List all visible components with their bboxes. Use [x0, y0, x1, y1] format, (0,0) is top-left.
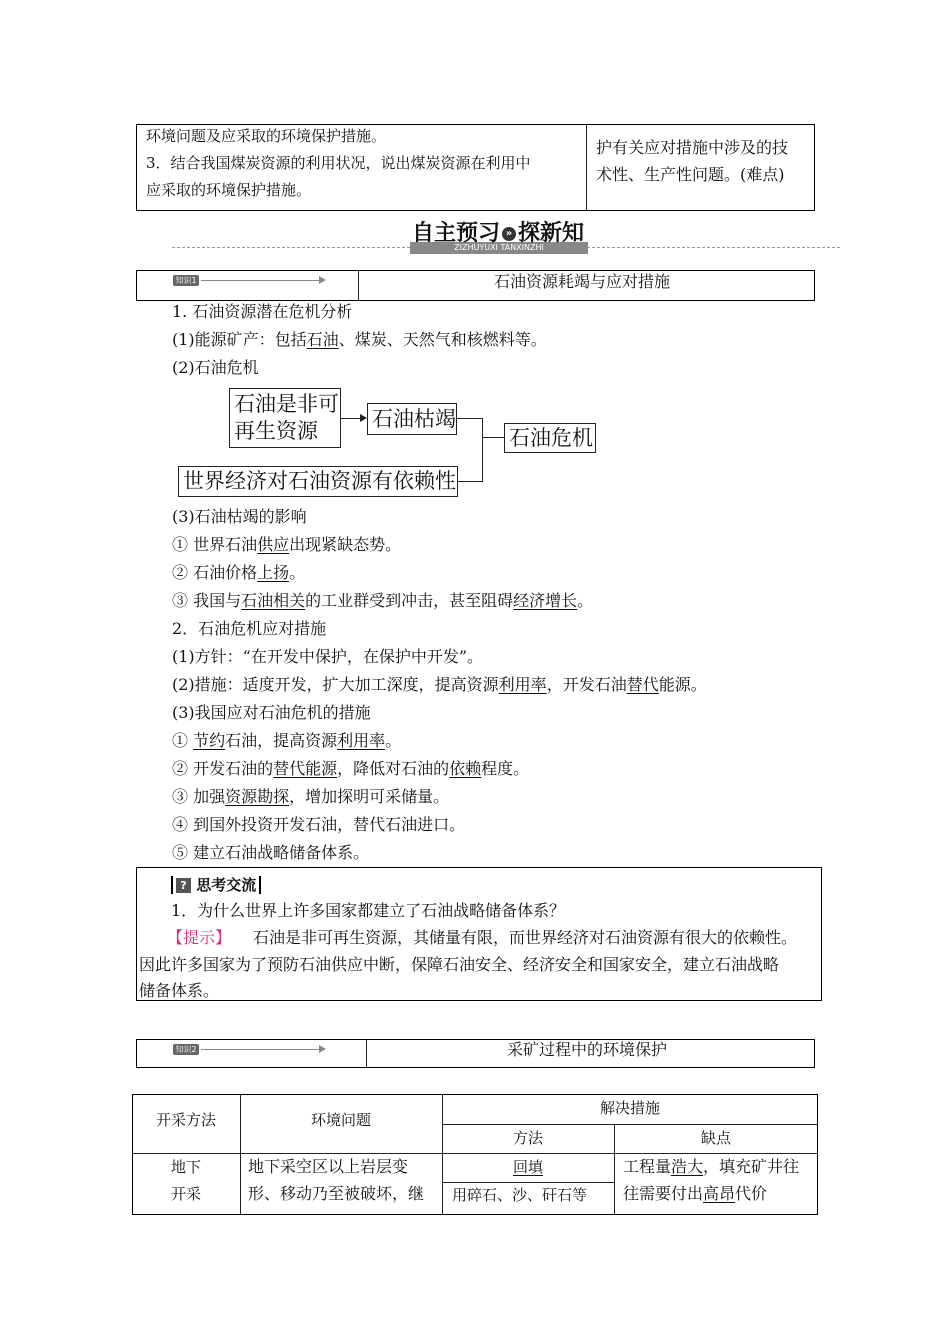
knowledge2-bar [136, 1039, 815, 1068]
table-header-way: 方法 [512, 1129, 543, 1147]
knowledge1-arrow-line [201, 280, 321, 281]
header-pinyin-band: ZIZHUYUXI TANXINZHI [410, 242, 588, 254]
header-title [412, 216, 584, 247]
top-left-line-2: 3．结合我国煤炭资源的利用状况，说出煤炭资源在利用中 [146, 154, 531, 172]
diagram-box-crisis: 石油危机 [504, 423, 596, 453]
p4-measure-2: ② 开发石油的替代能源，降低对石油的依赖程度。 [172, 759, 530, 778]
top-table-divider [586, 124, 587, 211]
diagram-box-nonrenewable: 石油是非可 再生资源 [229, 388, 341, 448]
table-cell-problem-2: 形、移动乃至被破坏，继 [248, 1184, 425, 1203]
think-answer-1: 【提示】 石油是非可再生资源，其储量有限，而世界经济对石油资源有很大的依赖性。 [167, 928, 798, 947]
think-question: 1．为什么世界上许多国家都建立了石油战略储备体系？ [171, 901, 566, 920]
p1-item-a: (1)能源矿产：包括石油、煤炭、天然气和核燃料等。 [172, 330, 547, 349]
table-cell-defect-2: 往需要付出高昂代价 [623, 1184, 768, 1203]
p3-item-1: ① 世界石油供应出现紧缺态势。 [172, 535, 402, 554]
hint-label: 【提示】 [167, 928, 232, 947]
p1-item-b: (2)石油危机 [172, 358, 259, 377]
p4-measure-3: ③ 加强资源勘探，增加探明可采储量。 [172, 787, 450, 806]
p4-measure-5: ⑤ 建立石油战略储备体系。 [172, 843, 370, 862]
table-cell-defect-1: 工程量浩大，填充矿井往 [623, 1157, 800, 1176]
knowledge1-title: 石油资源耗竭与应对措施 [494, 272, 671, 291]
think-answer-2: 因此许多国家为了预防石油供应中断，保障石油安全、经济安全和国家安全，建立石油战略 [139, 955, 780, 974]
p3-heading: (3)石油枯竭的影响 [172, 507, 307, 526]
diagram-connector-bottom [457, 481, 482, 482]
table-cell-method-1: 地下 [170, 1158, 201, 1176]
p4-measure-4: ④ 到国外投资开发石油，替代石油进口。 [172, 815, 466, 834]
top-right-line-1: 护有关应对措施中涉及的技 [596, 138, 789, 157]
table-cell-problem-1: 地下采空区以上岩层变 [248, 1157, 409, 1176]
p4-item-c: (3)我国应对石油危机的措施 [172, 703, 371, 722]
p3-item-2: ② 石油价格上扬。 [172, 563, 306, 582]
table-header-problem: 环境问题 [310, 1111, 371, 1129]
think-answer-3: 储备体系。 [139, 981, 220, 1000]
knowledge2-arrow-line [201, 1049, 321, 1050]
chevron-right-icon: » [502, 227, 516, 241]
header-title-part2: 探新知 [518, 221, 585, 246]
diagram-box-depletion: 石油枯竭 [367, 403, 457, 435]
diagram-connector-mid [482, 437, 504, 438]
p4-item-b: (2)措施：适度开发，扩大加工深度，提高资源利用率，开发石油替代能源。 [172, 675, 707, 694]
diagram-connector-top [457, 418, 482, 419]
section-header [172, 214, 840, 254]
arrow-right-icon [319, 1045, 326, 1053]
table-cell-method-2: 开采 [170, 1185, 201, 1203]
knowledge2-title: 采矿过程中的环境保护 [507, 1040, 668, 1059]
table-header-defect: 缺点 [700, 1129, 731, 1147]
knowledge2-divider [366, 1040, 367, 1067]
table-cell-way-1: 回填 [512, 1158, 543, 1176]
top-left-line-1: 环境问题及应采取的环境保护措施。 [146, 127, 387, 145]
top-left-line-3: 应采取的环境保护措施。 [146, 181, 312, 199]
p4-heading: 2．石油危机应对措施 [172, 619, 327, 638]
table-cell-way-2: 用碎石、沙、矸石等 [452, 1186, 588, 1204]
knowledge1-tag: 知识1 [173, 275, 199, 286]
diagram-box-dependence: 世界经济对石油资源有依赖性 [178, 466, 458, 497]
question-icon: ? [176, 878, 191, 893]
p4-item-a: (1)方针：“在开发中保护，在保护中开发”。 [172, 647, 484, 666]
p3-item-3: ③ 我国与石油相关的工业群受到冲击，甚至阻碍经济增长。 [172, 591, 594, 610]
header-title-part1: 自主预习 [412, 221, 501, 246]
knowledge1-bar [136, 270, 815, 301]
diagram-connector-vertical [482, 418, 483, 482]
think-box [136, 867, 822, 1001]
arrow-right-icon [360, 414, 367, 422]
p4-measure-1: ① 节约石油，提高资源利用率。 [172, 731, 402, 750]
think-label: ? 思考交流 [171, 874, 261, 895]
knowledge2-tag: 知识2 [173, 1044, 199, 1055]
knowledge1-divider [358, 271, 359, 300]
arrow-right-icon [319, 276, 326, 284]
table-header-solution: 解决措施 [599, 1099, 660, 1117]
top-right-line-2: 术性、生产性问题。(难点) [596, 165, 785, 184]
p1-heading: 1. 石油资源潜在危机分析 [172, 302, 353, 321]
table-header-method: 开采方法 [155, 1111, 216, 1129]
